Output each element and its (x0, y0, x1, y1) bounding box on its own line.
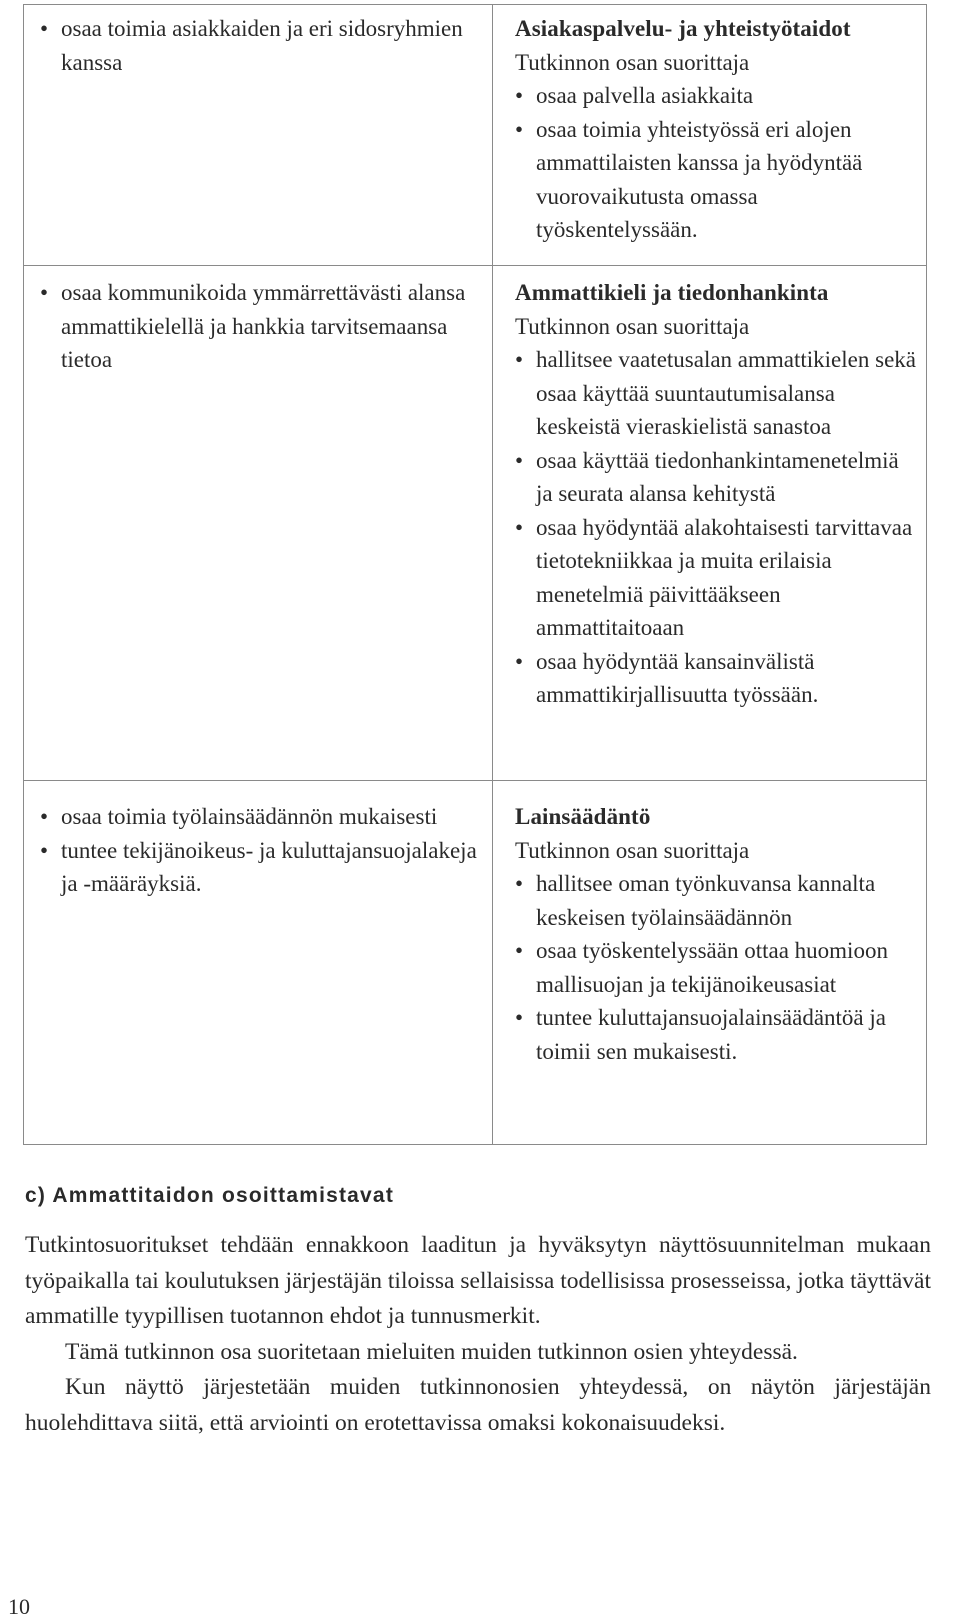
list-item: • osaa kommunikoida ymmärrettävästi alansa ammattikielellä ja hankkia tarvitsemaansa tietoa (40, 276, 480, 377)
list-item: • osaa toimia työlainsäädännön mukaisesti (40, 800, 480, 834)
competence-table (23, 4, 927, 1145)
row-1-right-cell (515, 12, 920, 247)
row-heading: Asiakaspalvelu- ja yhteistyötaidot (515, 16, 851, 41)
row-2-right-cell (515, 276, 920, 712)
column-divider (492, 5, 493, 1144)
row-divider (24, 265, 926, 266)
page-number: 10 (8, 1594, 30, 1619)
paragraph: Tämä tutkinnon osa suoritetaan mieluiten muiden tutkinnon osien yhteydessä. (65, 1338, 798, 1365)
list-item: • osaa työskentelyssään ottaa huomioon mallisuojan ja tekijänoikeusasiat (515, 934, 920, 1001)
section-body (25, 1228, 931, 1441)
row-heading: Ammattikieli ja tiedonhankinta (515, 280, 829, 305)
section-title: c) Ammattitaidon osoittamistavat (25, 1184, 395, 1207)
list-item: • osaa toimia asiakkaiden ja eri sidosryhmien kanssa (40, 12, 480, 79)
row-3-right-cell (515, 800, 920, 1068)
row-divider (24, 780, 926, 781)
list-item: • tuntee kuluttajansuojalainsäädäntöä ja toimii sen mukaisesti. (515, 1001, 920, 1068)
paragraph: Tutkintosuoritukset tehdään ennakkoon laaditun ja hyväksytyn näyttösuunnitelman mukaan työpaikalla tai koulutuksen järjestäjän tiloissa sellaisissa todellisissa prosesseissa, jotka täyttävät ammatille tyypillisen tuotannon ehdot ja tunnusmerkit. (25, 1232, 931, 1329)
paragraph: Kun näyttö järjestetään muiden tutkinnonosien yhteydessä, on näytön järjestäjän huolehdittava siitä, että arviointi on erotettavissa omaksi kokonaisuudeksi. (25, 1374, 931, 1436)
row-intro: Tutkinnon osan suorittaja (515, 837, 750, 863)
list-item: • osaa palvella asiakkaita (515, 79, 920, 113)
list-item: • osaa toimia yhteistyössä eri alojen ammattilaisten kanssa ja hyödyntää vuorovaikutusta omassa työskentelyssään. (515, 113, 920, 247)
list-item: • osaa käyttää tiedonhankintamenetelmiä ja seurata alansa kehitystä (515, 444, 920, 511)
list-item: • hallitsee oman työnkuvansa kannalta keskeisen työlainsäädännön (515, 867, 920, 934)
list-item: • osaa hyödyntää alakohtaisesti tarvittavaa tietotekniikkaa ja muita erilaisia menetelmiä päivittääkseen ammattitaitoaan (515, 511, 920, 645)
row-3-left-cell (40, 800, 480, 901)
list-item: • tuntee tekijänoikeus- ja kuluttajansuojalakeja ja -määräyksiä. (40, 834, 480, 901)
row-heading: Lainsäädäntö (515, 804, 651, 829)
row-intro: Tutkinnon osan suorittaja (515, 313, 750, 339)
row-intro: Tutkinnon osan suorittaja (515, 49, 750, 75)
row-1-left-cell (40, 12, 480, 79)
list-item: • hallitsee vaatetusalan ammattikielen sekä osaa käyttää suuntautumisalansa keskeistä vieraskielistä sanastoa (515, 343, 920, 444)
row-2-left-cell (40, 276, 480, 377)
list-item: • osaa hyödyntää kansainvälistä ammattikirjallisuutta työssään. (515, 645, 920, 712)
